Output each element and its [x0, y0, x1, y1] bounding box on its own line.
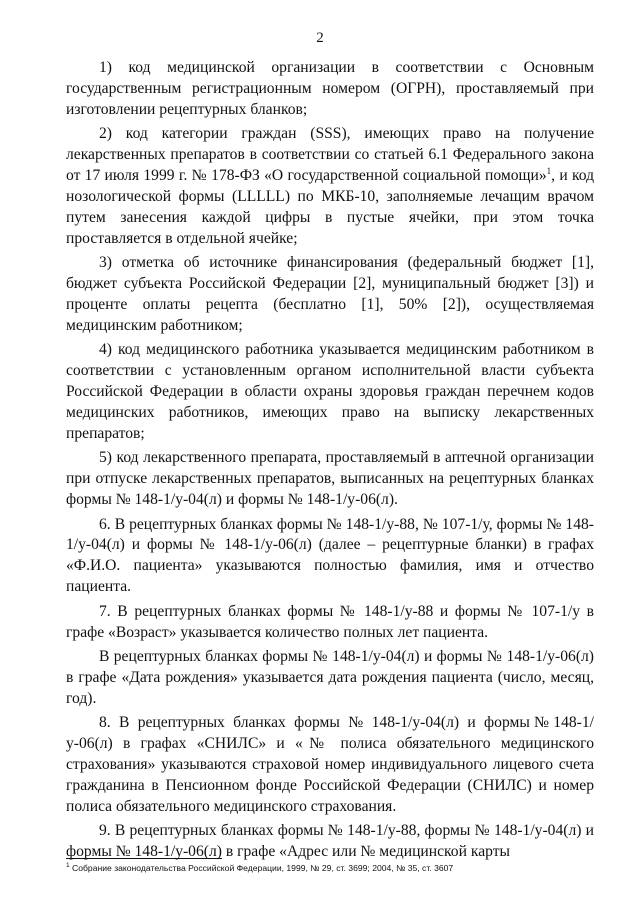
- paragraph-clause-8: 8. В рецептурных бланках формы № 148-1/у-04(л) и формы № 148-1/у-06(л) в графах «СНИЛС» и «№ полиса обязательного медицинского страхования» указываются страховой номер индивидуального лицевого счета гражданина в Пенсионном фонде Российской Федерации (СНИЛС) и номер полиса обязательного медицинского страхования.: [66, 714, 594, 815]
- paragraph-clause-9: 9. В рецептурных бланках формы № 148-1/у-88, формы № 148-1/у-04(л) и формы № 148-1/у-06(л) в графе «Адрес или № медицинской карты: [66, 822, 594, 861]
- paragraph-item-2: [66, 124, 594, 249]
- paragraph-text: 2) код категории граждан (SSS), имеющих право на получение лекарственных препаратов в соответствии со статьей 6.1 Федерального закона от 17 июля 1999 г. № 178-ФЗ «О государственной социальной помощи»: [66, 125, 594, 185]
- footnote: [66, 863, 606, 874]
- paragraph-item-5: 5) код лекарственного препарата, проставляемый в аптечной организации при отпуске лекарственных препаратов, выписанных на рецептурных бланках формы № 148-1/у-04(л) и формы № 148-1/у-06(л).: [66, 449, 594, 509]
- body-text: [66, 58, 594, 867]
- paragraph-clause-6: 6. В рецептурных бланках формы № 148-1/у-88, № 107-1/у, формы № 148-1/у-04(л) и формы № 148-1/у-06(л) (далее – рецептурные бланки) в графах «Ф.И.О. пациента» указываются полностью фамилия, имя и отчество пациента.: [66, 515, 594, 596]
- page-number: 2: [316, 30, 324, 46]
- paragraph-clause-7: 7. В рецептурных бланках формы № 148-1/у-88 и формы № 107-1/у в графе «Возраст» указывается количество полных лет пациента.: [66, 602, 594, 641]
- paragraph-clause-7-cont: В рецептурных бланках формы № 148-1/у-04(л) и формы № 148-1/у-06(л) в графе «Дата рождения» указывается дата рождения пациента (число, месяц, год).: [66, 647, 594, 707]
- footnote-divider: [66, 858, 222, 859]
- footnote-marker: 1: [66, 862, 70, 869]
- paragraph-text-continued: , и код нозологической формы (LLLLL) по МКБ-10, заполняемые лечащим врачом путем занесения каждой цифры в пустые ячейки, при этом точка проставляется в отдельной ячейке;: [66, 167, 595, 247]
- paragraph-item-4: 4) код медицинского работника указывается медицинским работником в соответствии с установленным органом исполнительной власти субъекта Российской Федерации в области охраны здоровья граждан перечнем кодов медицинских работников, имеющих право на выписку лекарственных препаратов;: [66, 341, 594, 442]
- footnote-reference: 1: [546, 166, 552, 177]
- paragraph-item-3: 3) отметка об источнике финансирования (федеральный бюджет [1], бюджет субъекта Российской Федерации [2], муниципальный бюджет [3]) и проценте оплаты рецепта (бесплатно [1], 50% [2]), осуществляемая медицинским работником;: [66, 254, 594, 334]
- footnote-text: Собрание законодательства Российской Федерации, 1999, № 29, ст. 3699; 2004, № 35, ст. 3607: [69, 863, 454, 873]
- paragraph-item-1: 1) код медицинской организации в соответствии с Основным государственным регистрационным номером (ОГРН), проставляемый при изготовлении рецептурных бланков;: [66, 59, 594, 118]
